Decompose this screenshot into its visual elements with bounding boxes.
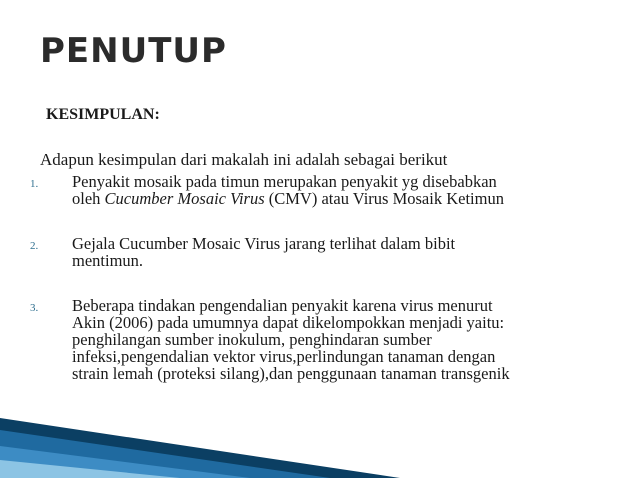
list-number: 1. (30, 178, 39, 190)
virus-name-italic: Cucumber Mosaic Virus (104, 189, 265, 208)
list-item-text (72, 297, 610, 382)
list-item-line: Penyakit mosaik pada timun merupakan penyakit yg disebabkan (72, 172, 497, 191)
slide-title: PENUTUP (40, 31, 227, 71)
list-number: 3. (30, 302, 39, 314)
list-item-line: strain lemah (proteksi silang),dan penggunaan tanaman transgenik (72, 364, 510, 383)
list-item-line: infeksi,pengendalian vektor virus,perlindungan tanaman dengan (72, 347, 496, 366)
list-item-line: Akin (2006) pada umumnya dapat dikelompokkan menjadi yaitu: (72, 313, 505, 332)
conclusion-heading: KESIMPULAN: (46, 106, 160, 123)
list-item-line: penghilangan sumber inokulum, penghindaran sumber (72, 330, 432, 349)
list-item-line-prefix: oleh (72, 189, 105, 208)
corner-decoration (0, 388, 400, 478)
list-item-line: mentimun. (72, 251, 144, 270)
list-item-line-suffix: (CMV) atau Virus Mosaik Ketimun (264, 189, 504, 208)
list-item (30, 297, 610, 382)
list-item-line: Beberapa tindakan pengendalian penyakit karena virus menurut (72, 296, 493, 315)
list-item-line (72, 190, 610, 207)
list-item-text (72, 235, 610, 269)
conclusion-list (30, 173, 610, 382)
list-number: 2. (30, 240, 39, 252)
list-item-text (72, 173, 610, 207)
list-item (30, 235, 610, 269)
list-item (30, 173, 610, 207)
list-item-line: Gejala Cucumber Mosaic Virus jarang terlihat dalam bibit (72, 234, 456, 253)
intro-text: Adapun kesimpulan dari makalah ini adalah sebagai berikut (40, 150, 448, 169)
